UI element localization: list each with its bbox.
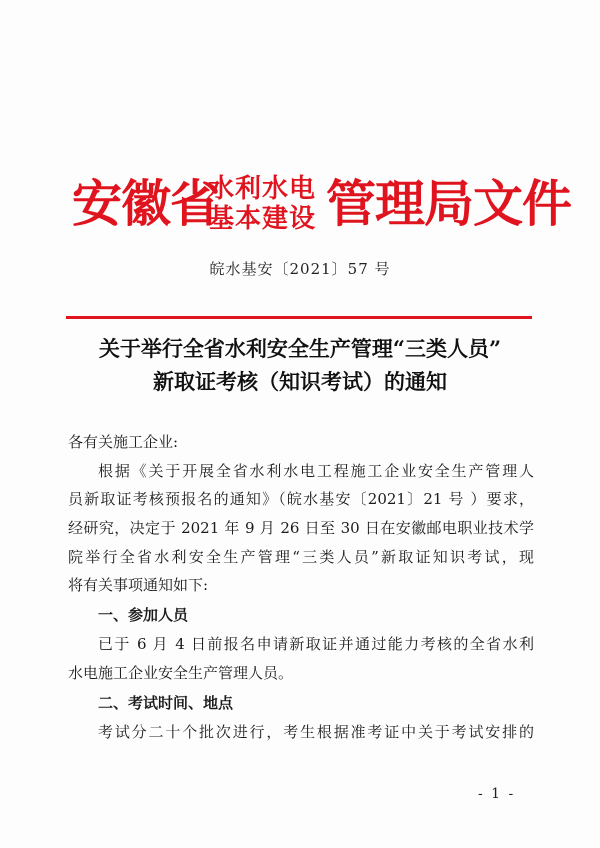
page-number: - 1 - [478,786,516,802]
paragraph-line: 院举行全省水利安全生产管理“三类人员”新取证知识考试，现 [68,547,534,566]
paragraph-participants [68,630,534,687]
paragraph-line: 员新取证考核预报名的通知》（皖水基安〔2021〕21 号 ）要求， [68,490,534,509]
section-heading-participants: 一、参加人员 [98,606,189,625]
letterhead-department-line2: 基本建设 [208,204,317,234]
paragraph-line: 已于 6 月 4 日前报名申请新取证并通过能力考核的全省水利 [98,635,534,654]
notice-title-line1: 关于举行全省水利安全生产管理“三类人员” [98,336,502,361]
notice-body [68,428,534,746]
paragraph-line: 将有关事项通知如下: [68,576,209,595]
salutation: 各有关施工企业: [68,433,179,451]
paragraph-intro [68,457,534,600]
paragraph-time-place [68,718,534,747]
paragraph-line: 经研究，决定于 2021 年 9 月 26 日至 30 日在安徽邮电职业技术学 [68,519,534,538]
section-heading-time-place: 二、考试时间、地点 [98,693,234,712]
paragraph-line: 考试分二十个批次进行，考生根据准考证中关于考试安排的 [98,722,534,741]
document-number: 皖水基安〔2021〕57 号 [209,260,391,278]
letterhead-department-line1: 水利水电 [208,174,317,204]
letterhead-bureau-document: 管理局文件 [326,175,571,233]
red-divider-line [66,316,532,319]
paragraph-line: 水电施工企业安全生产管理人员。 [68,663,294,682]
letterhead-province: 安徽省 [72,175,219,233]
notice-title [40,332,560,398]
paragraph-line: 根据《关于开展全省水利水电工程施工企业安全生产管理人 [98,461,534,480]
notice-title-line2: 新取证考核（知识考试）的通知 [153,369,447,394]
letterhead [72,170,571,242]
letterhead-department [208,174,324,234]
